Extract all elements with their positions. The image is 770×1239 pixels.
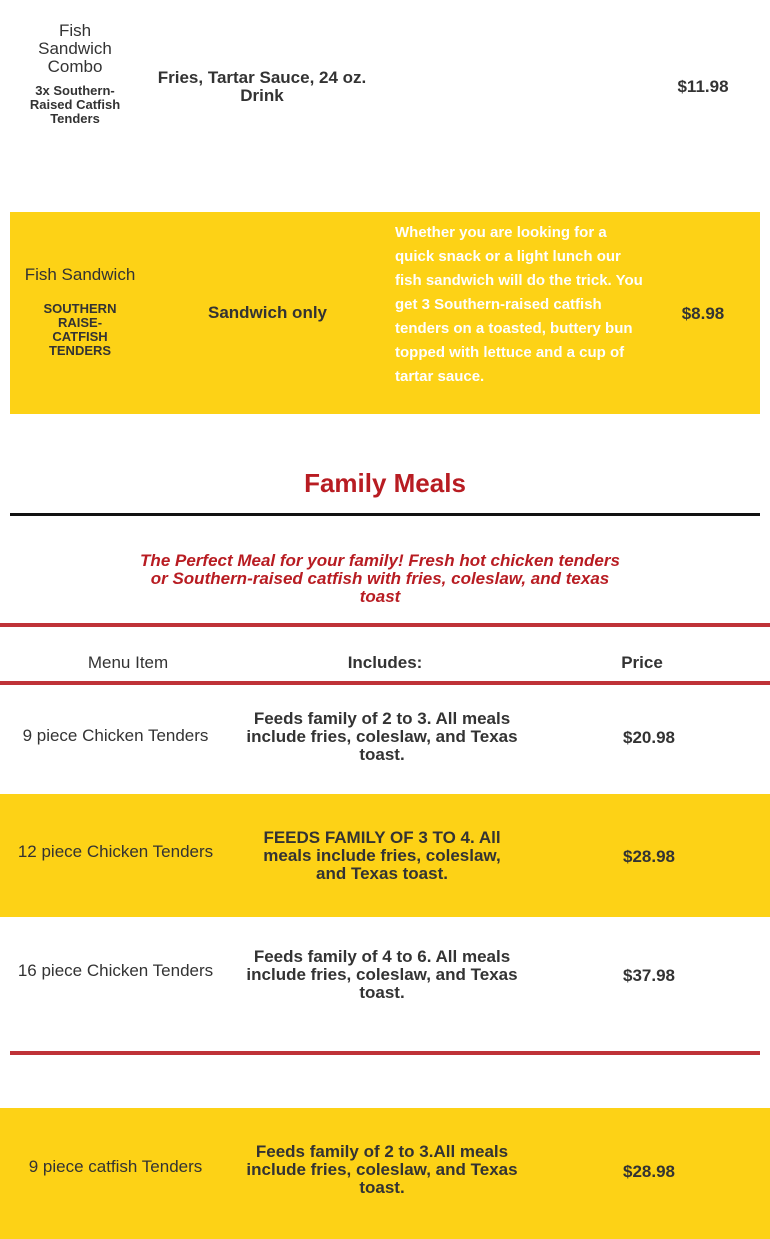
family-meal-price: $28.98 — [623, 847, 675, 866]
menu-item-name-cell — [10, 266, 150, 358]
table-row — [0, 685, 770, 793]
family-meal-name: 9 piece catfish Tenders — [28, 1157, 203, 1176]
sandwich-row — [10, 0, 760, 200]
table-row — [0, 794, 770, 917]
menu-item-name-cell — [10, 22, 140, 126]
divider — [10, 1051, 760, 1055]
family-meal-includes: FEEDS FAMILY OF 3 TO 4. All meals include fries, coleslaw, and Texas toast. — [263, 828, 501, 883]
sandwich-row — [10, 212, 760, 414]
table-row — [0, 1108, 770, 1239]
family-meal-price: $20.98 — [623, 728, 675, 747]
menu-item-description: Whether you are looking for a quick snack or a light lunch our fish sandwich will do the trick. You get 3 Southern-raised catfish tenders on a toasted, buttery bun topped with lettuce and a cup of tartar sauce. — [395, 224, 643, 385]
family-meal-name: 16 piece Chicken Tenders — [17, 961, 214, 980]
menu-item-name: Fish Sandwich Combo — [38, 21, 112, 76]
table-row — [0, 918, 770, 1038]
menu-item-name: Fish Sandwich — [24, 265, 136, 284]
section-tagline: The Perfect Meal for your family! Fresh hot chicken tenders or Southern-raised catfish with fries, coleslaw, and texas toast — [140, 551, 620, 606]
menu-item-price: $8.98 — [681, 304, 725, 323]
column-header-item: Menu Item — [87, 653, 169, 672]
family-meal-name: 12 piece Chicken Tenders — [17, 842, 214, 861]
family-meal-name: 9 piece Chicken Tenders — [22, 726, 209, 745]
family-meal-includes: Feeds family of 2 to 3.All meals include fries, coleslaw, and Texas toast. — [246, 1142, 518, 1197]
menu-item-price: $11.98 — [677, 77, 729, 96]
family-meal-includes: Feeds family of 4 to 6. All meals include fries, coleslaw, and Texas toast. — [246, 947, 518, 1002]
family-meal-price: $37.98 — [623, 966, 675, 985]
family-meal-price: $28.98 — [623, 1162, 675, 1181]
divider — [10, 513, 760, 516]
menu-item-includes: Fries, Tartar Sauce, 24 oz. Drink — [157, 68, 367, 105]
menu-item-subtitle: 3x Southern-Raised Catfish Tenders — [29, 83, 121, 126]
column-header-includes: Includes: — [347, 653, 423, 672]
section-title: Family Meals — [304, 468, 466, 498]
divider — [0, 623, 770, 627]
column-header-price: Price — [621, 653, 663, 672]
menu-item-subtitle: SOUTHERN RAISE-CATFISH TENDERS — [43, 301, 117, 358]
menu-item-description: Handheld and ready to go! Our delicious fried Southern-raised catfish is served dressed with French fries, a side of tartar sauce and 24 oz drink for when you need FishNChick on the run! — [395, 0, 641, 135]
family-meal-includes: Feeds family of 2 to 3. All meals include fries, coleslaw, and Texas toast. — [246, 709, 518, 764]
menu-item-includes: Sandwich only — [207, 303, 328, 322]
